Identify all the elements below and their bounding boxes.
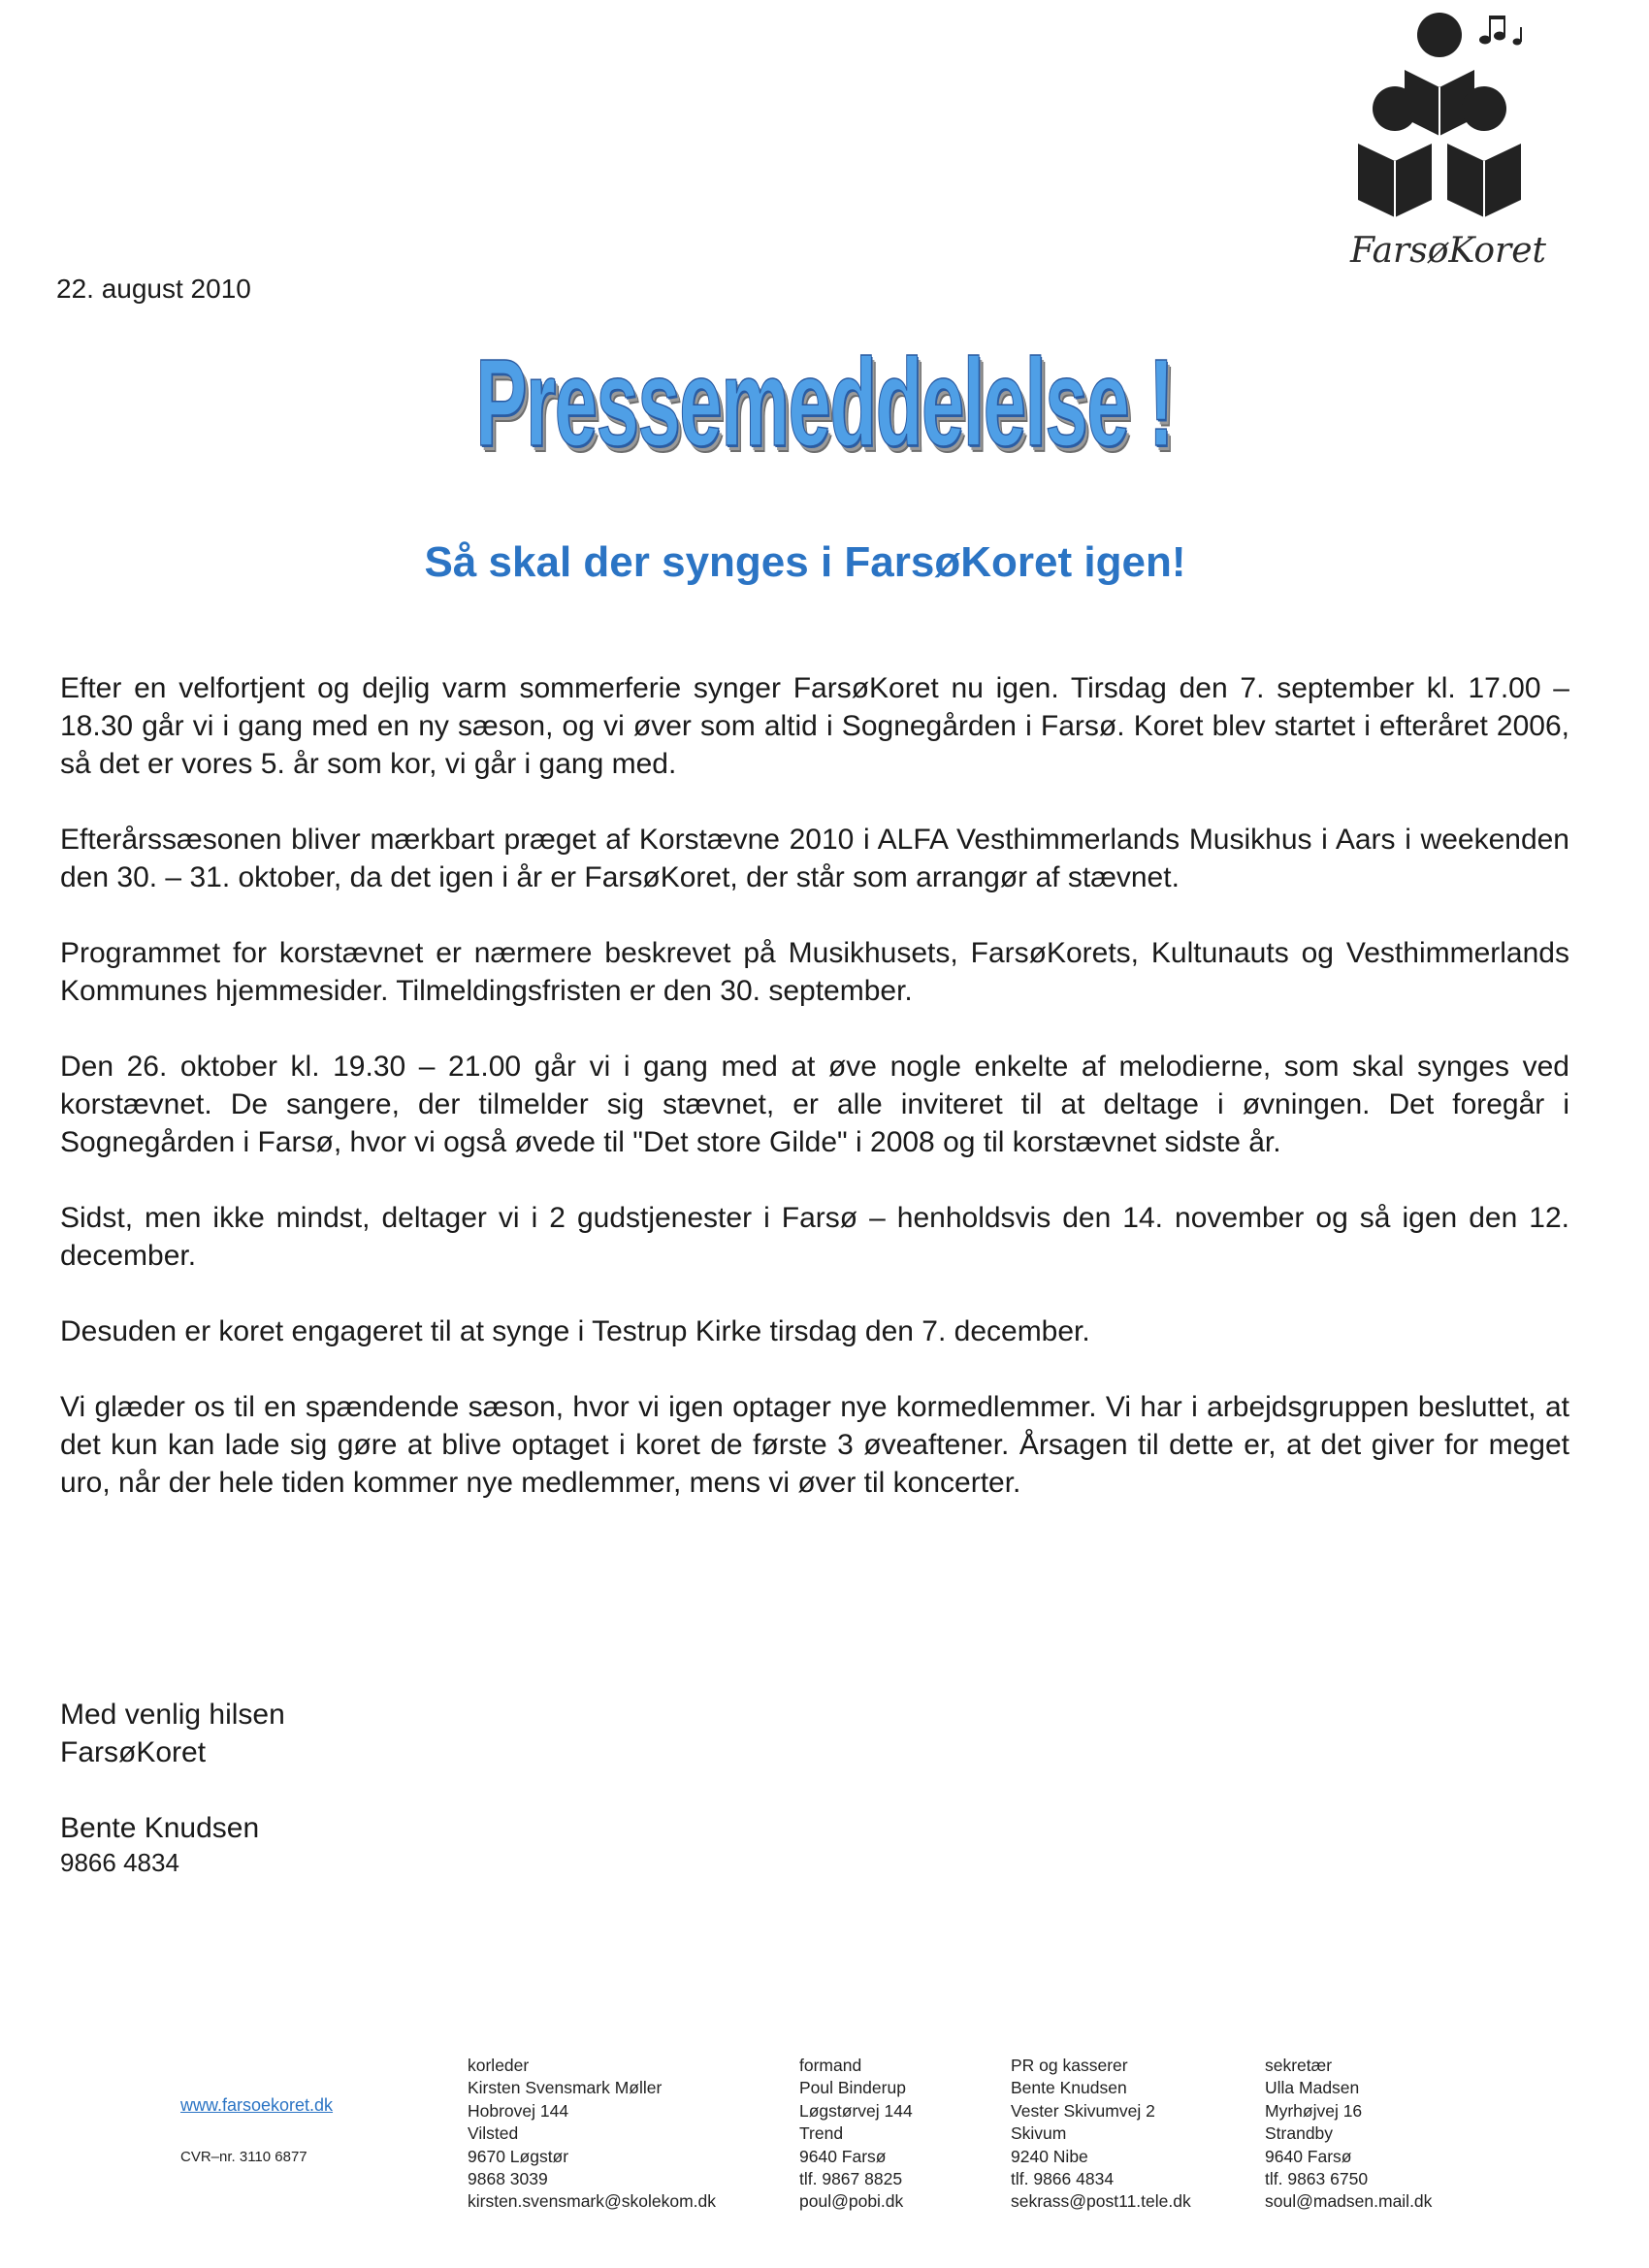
contact-phone: 9868 3039 bbox=[468, 2169, 548, 2189]
contact-name: Bente Knudsen bbox=[1011, 2078, 1127, 2098]
contact-role: formand bbox=[799, 2056, 862, 2075]
contact-town: Vilsted bbox=[468, 2123, 519, 2144]
contact-phone: tlf. 9866 4834 bbox=[1011, 2169, 1115, 2189]
contact-address: Løgstørvej 144 bbox=[799, 2100, 913, 2121]
closing-greeting: Med venlig hilsen bbox=[60, 1699, 285, 1731]
contact-role: korleder bbox=[468, 2056, 530, 2075]
contact-address: Vester Skivumvej 2 bbox=[1011, 2100, 1155, 2121]
contact-email[interactable]: sekrass@post11.tele.dk bbox=[1011, 2191, 1191, 2212]
contact-postal: 9670 Løgstør bbox=[468, 2146, 569, 2166]
contact-town: Skivum bbox=[1011, 2123, 1067, 2144]
signer bbox=[60, 1810, 259, 1878]
contact-postal: 9640 Farsø bbox=[799, 2146, 887, 2166]
contact-email[interactable]: poul@pobi.dk bbox=[799, 2191, 904, 2212]
contact-name: Ulla Madsen bbox=[1265, 2078, 1360, 2098]
contact-role: sekretær bbox=[1265, 2056, 1333, 2075]
signer-name: Bente Knudsen bbox=[60, 1812, 260, 1844]
contact-name: Kirsten Svensmark Møller bbox=[468, 2078, 663, 2098]
contact-postal: 9640 Farsø bbox=[1265, 2146, 1352, 2166]
closing bbox=[60, 1696, 285, 1771]
signer-phone: 9866 4834 bbox=[60, 1848, 179, 1877]
paragraph-7: Vi glæder os til en spændende sæson, hvor vi igen optager nye kormedlemmer. Vi har i arbejdsgruppen besluttet, at det kun kan lade sig gøre at blive optaget i koret de første 3 øveaftener. Årsagen til dette er, at det giver for meget uro, når der hele tiden kommer nye medlemmer, mens vi øver til koncerter. bbox=[60, 1391, 1569, 1499]
contact-phone: tlf. 9867 8825 bbox=[799, 2169, 903, 2189]
paragraph-3: Programmet for korstævnet er nærmere beskrevet på Musikhusets, FarsøKorets, Kultunauts og Vesthimmerlands Kommunes hjemmesider. Tilmeldingsfristen er den 30. september. bbox=[60, 937, 1569, 1007]
logo-name: FarsøKoret bbox=[1350, 231, 1546, 271]
paragraph-1: Efter en velfortjent og dejlig varm sommerferie synger FarsøKoret nu igen. Tirsdag den 7. september kl. 17.00 – 18.30 går vi i gang med en ny sæson, og vi øver som altid i Sognegården i Farsø. Koret blev startet i efteråret 2006, så det er vores 5. år som kor, vi går i gang med. bbox=[60, 672, 1569, 780]
contact-email[interactable]: kirsten.svensmark@skolekom.dk bbox=[468, 2191, 717, 2212]
contact-town: Trend bbox=[799, 2123, 844, 2144]
title-text: Pressemeddelelse ! bbox=[475, 334, 1174, 472]
press-release-title bbox=[0, 334, 1649, 472]
contact-phone: tlf. 9863 6750 bbox=[1265, 2169, 1369, 2189]
website-link[interactable]: www.farsoekoret.dk bbox=[180, 2095, 334, 2115]
paragraph-2: Efterårssæsonen bliver mærkbart præget af Korstævne 2010 i ALFA Vesthimmerlands Musikhus i Aars i weekenden den 30. – 31. oktober, da det igen i år er FarsøKoret, der står som arrangør af stævnet. bbox=[60, 824, 1569, 893]
contact-address: Hobrovej 144 bbox=[468, 2100, 569, 2121]
paragraph-4: Den 26. oktober kl. 19.30 – 21.00 går vi i gang med at øve nogle enkelte af melodierne, som skal synges ved korstævnet. De sangere, der tilmelder sig stævnet, er alle inviteret til at deltage i øvningen. Det foregår i Sognegården i Farsø, hvor vi også øvede til "Det store Gilde" i 2008 og til korstævnet sidste år. bbox=[60, 1051, 1569, 1158]
footer-contact-pr-kasserer bbox=[1011, 2055, 1191, 2214]
choir-singers-icon bbox=[1337, 10, 1560, 233]
contact-address: Myrhøjvej 16 bbox=[1265, 2100, 1363, 2121]
closing-org: FarsøKoret bbox=[60, 1736, 207, 1768]
footer-contact-formand bbox=[799, 2055, 913, 2214]
paragraph-6: Desuden er koret engageret til at synge i Testrup Kirke tirsdag den 7. december. bbox=[60, 1315, 1090, 1347]
footer-contact-sekretaer bbox=[1265, 2055, 1432, 2214]
paragraph-5: Sidst, men ikke mindst, deltager vi i 2 gudstjenester i Farsø – henholdsvis den 14. november og så igen den 12. december. bbox=[60, 1202, 1569, 1272]
farsokoret-logo bbox=[1337, 10, 1560, 272]
contact-name: Poul Binderup bbox=[799, 2078, 906, 2098]
footer-left bbox=[180, 2095, 333, 2165]
subtitle: Så skal der synges i FarsøKoret igen! bbox=[424, 538, 1186, 586]
cvr-number: CVR–nr. 3110 6877 bbox=[180, 2149, 307, 2165]
document-date: 22. august 2010 bbox=[56, 274, 251, 304]
contact-role: PR og kasserer bbox=[1011, 2056, 1128, 2075]
contact-town: Strandby bbox=[1265, 2123, 1334, 2144]
footer-contact-korleder bbox=[468, 2055, 716, 2214]
contact-email[interactable]: soul@madsen.mail.dk bbox=[1265, 2191, 1433, 2212]
contact-postal: 9240 Nibe bbox=[1011, 2146, 1088, 2166]
body-text bbox=[60, 669, 1569, 1539]
